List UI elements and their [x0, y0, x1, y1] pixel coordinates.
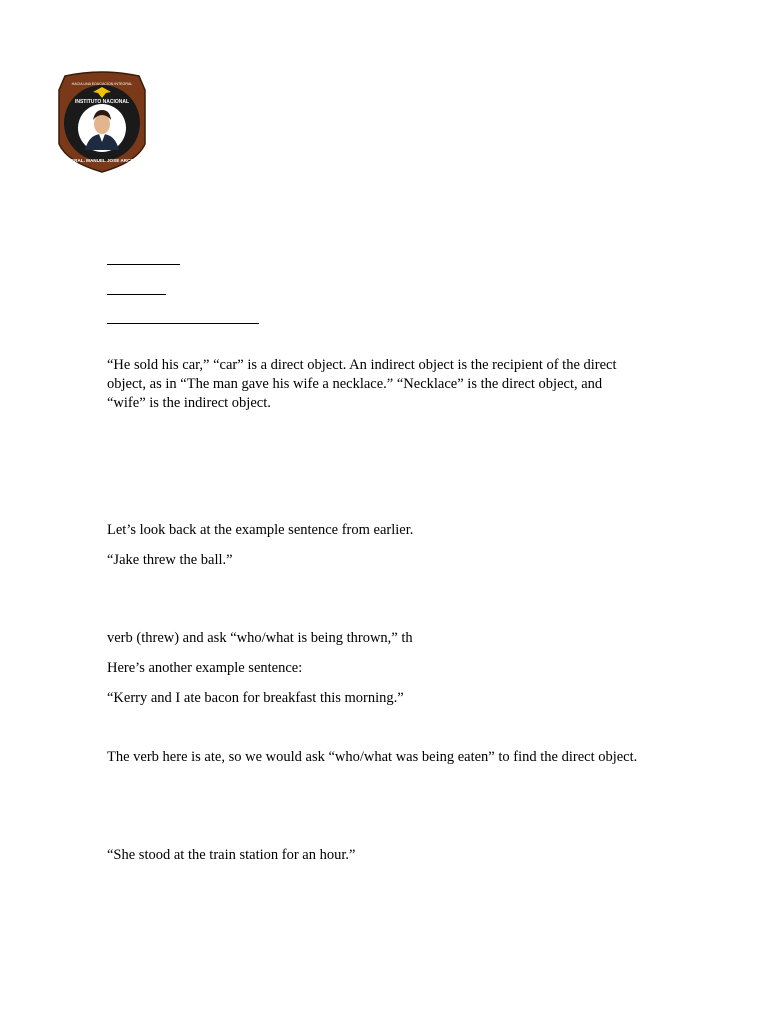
- example-sentence-kerry: “Kerry and I ate bacon for breakfast this morning.”: [107, 690, 404, 706]
- paragraph-line-3: “wife” is the indirect object.: [107, 395, 271, 411]
- blank-line-3: [107, 323, 259, 324]
- example-sentence-jake: “Jake threw the ball.”: [107, 552, 233, 568]
- blank-line-2: [107, 294, 166, 295]
- text-line-verb-threw: verb (threw) and ask “who/what is being thrown,” th: [107, 630, 413, 646]
- example-sentence-she-stood: “She stood at the train station for an hour.”: [107, 847, 356, 863]
- text-line-verb-ate: The verb here is ate, so we would ask “who/what was being eaten” to find the direct object.: [107, 749, 638, 765]
- text-line-lets-look-back: Let’s look back at the example sentence from earlier.: [107, 522, 414, 538]
- logo-ring-text-bottom: GRAL. MANUEL JOSE ARCE: [70, 158, 134, 163]
- paragraph-line-2: object, as in “The man gave his wife a necklace.” “Necklace” is the direct object, and: [107, 376, 603, 392]
- logo-ring-text-mid: INSTITUTO NACIONAL: [74, 99, 130, 105]
- logo-ring-text-top: HACIA UNA EDUCACION INTEGRAL: [71, 82, 133, 86]
- paragraph-line-1: “He sold his car,” “car” is a direct object. An indirect object is the recipient of the direct: [107, 357, 617, 373]
- text-line-another-example: Here’s another example sentence:: [107, 660, 303, 676]
- school-seal-logo: [55, 70, 149, 174]
- blank-line-1: [107, 264, 180, 265]
